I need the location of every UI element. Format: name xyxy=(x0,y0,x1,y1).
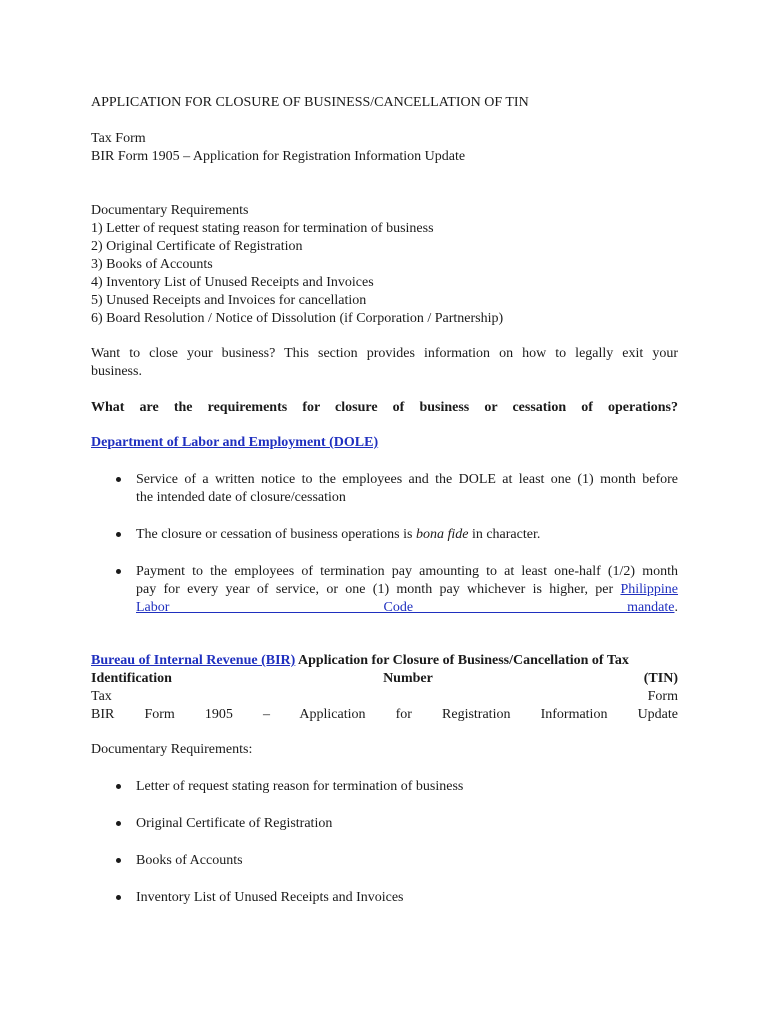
doc-req-item: 2) Original Certificate of Registration xyxy=(91,239,303,254)
list-item xyxy=(91,815,678,833)
doc-req-item: 4) Inventory List of Unused Receipts and Invoices xyxy=(91,275,374,290)
bullet-icon xyxy=(116,858,121,863)
philippine-link[interactable]: Philippine xyxy=(620,582,679,597)
list-item xyxy=(91,778,678,796)
bir-tax-form-value: BIR Form 1905 – Application for Registration Information Update xyxy=(91,707,678,722)
bullet-icon xyxy=(116,895,121,900)
doc-req-heading: Documentary Requirements xyxy=(91,203,249,218)
bir-doc-req-heading xyxy=(91,741,678,759)
bullet-icon xyxy=(116,821,121,826)
tax-form-value: BIR Form 1905 – Application for Registration Information Update xyxy=(91,149,466,164)
period: . xyxy=(674,600,678,615)
bir-requirements-list-2 xyxy=(91,815,678,833)
list-item xyxy=(91,852,678,870)
labor-code-link-text: Labor Code mandate xyxy=(136,600,675,615)
bir-heading-line1 xyxy=(91,652,678,670)
bullet-icon xyxy=(116,532,121,537)
dole-bullet1-line2: the intended date of closure/cessation xyxy=(136,490,346,505)
dole-bullet3-line2 xyxy=(136,581,678,599)
bir-link[interactable]: Bureau of Internal Revenue (BIR) xyxy=(91,653,296,668)
list-item xyxy=(91,526,678,544)
bir-heading xyxy=(91,652,678,688)
document-title xyxy=(91,94,678,112)
intro-line-1: Want to close your business? This section provides information on how to legally exit your xyxy=(91,346,678,361)
dole-bullet3-line1: Payment to the employees of termination pay amounting to at least one-half (1/2) month xyxy=(136,564,678,579)
bir-requirements-list-4 xyxy=(91,889,678,907)
doc-req-item: 1) Letter of request stating reason for termination of business xyxy=(91,221,434,236)
dole-bullet3-line2-text: pay for every year of service, or one (1) month pay whichever is higher, per xyxy=(136,582,614,597)
intro-line-2: business. xyxy=(91,364,142,379)
labor-code-mandate-link[interactable] xyxy=(136,600,675,615)
documentary-requirements xyxy=(91,202,678,328)
dole-requirements-list-3 xyxy=(91,563,678,617)
bir-heading-line2: Identification Number (TIN) xyxy=(91,671,678,686)
bir-bullet-text: Books of Accounts xyxy=(136,853,243,868)
doc-req-item: 6) Board Resolution / Notice of Dissolution (if Corporation / Partnership) xyxy=(91,311,504,326)
bona-fide-text: bona fide xyxy=(415,527,469,542)
dole-link[interactable]: Department of Labor and Employment (DOLE) xyxy=(91,435,379,450)
requirements-question xyxy=(91,399,678,417)
doc-req-item: 3) Books of Accounts xyxy=(91,257,213,272)
dole-heading xyxy=(91,434,678,452)
intro-paragraph xyxy=(91,345,678,381)
bir-bullet-text: Inventory List of Unused Receipts and Invoices xyxy=(136,890,404,905)
dole-bullet2-pre: The closure or cessation of business operations is xyxy=(136,527,416,542)
dole-bullet1-line1: Service of a written notice to the employees and the DOLE at least one (1) month before xyxy=(136,472,678,487)
bir-tax-form-label: Tax Form xyxy=(91,689,678,704)
question-text: What are the requirements for closure of business or cessation of operations? xyxy=(91,400,678,415)
list-item xyxy=(91,563,678,617)
list-item xyxy=(91,889,678,907)
bir-requirements-list xyxy=(91,778,678,796)
tax-form-label: Tax Form xyxy=(91,131,146,146)
dole-bullet2 xyxy=(136,526,678,544)
dole-requirements-list-2 xyxy=(91,526,678,544)
bir-bullet-text: Original Certificate of Registration xyxy=(136,816,333,831)
doc-req-item: 5) Unused Receipts and Invoices for cancellation xyxy=(91,293,367,308)
list-item xyxy=(91,471,678,507)
bir-tax-form-block xyxy=(91,688,678,724)
bullet-icon xyxy=(116,477,121,482)
bullet-icon xyxy=(116,569,121,574)
dole-bullet2-post: in character. xyxy=(468,527,541,542)
dole-bullet3-line3 xyxy=(136,599,678,617)
dole-requirements-list xyxy=(91,471,678,507)
bir-heading-rest: Application for Closure of Business/Cancellation of Tax xyxy=(295,653,629,668)
tax-form-block xyxy=(91,130,678,166)
bir-requirements-list-3 xyxy=(91,852,678,870)
bir-doc-req-heading-text: Documentary Requirements: xyxy=(91,742,253,757)
bullet-icon xyxy=(116,784,121,789)
bir-bullet-text: Letter of request stating reason for termination of business xyxy=(136,779,464,794)
title-text: APPLICATION FOR CLOSURE OF BUSINESS/CANCELLATION OF TIN xyxy=(91,95,529,110)
